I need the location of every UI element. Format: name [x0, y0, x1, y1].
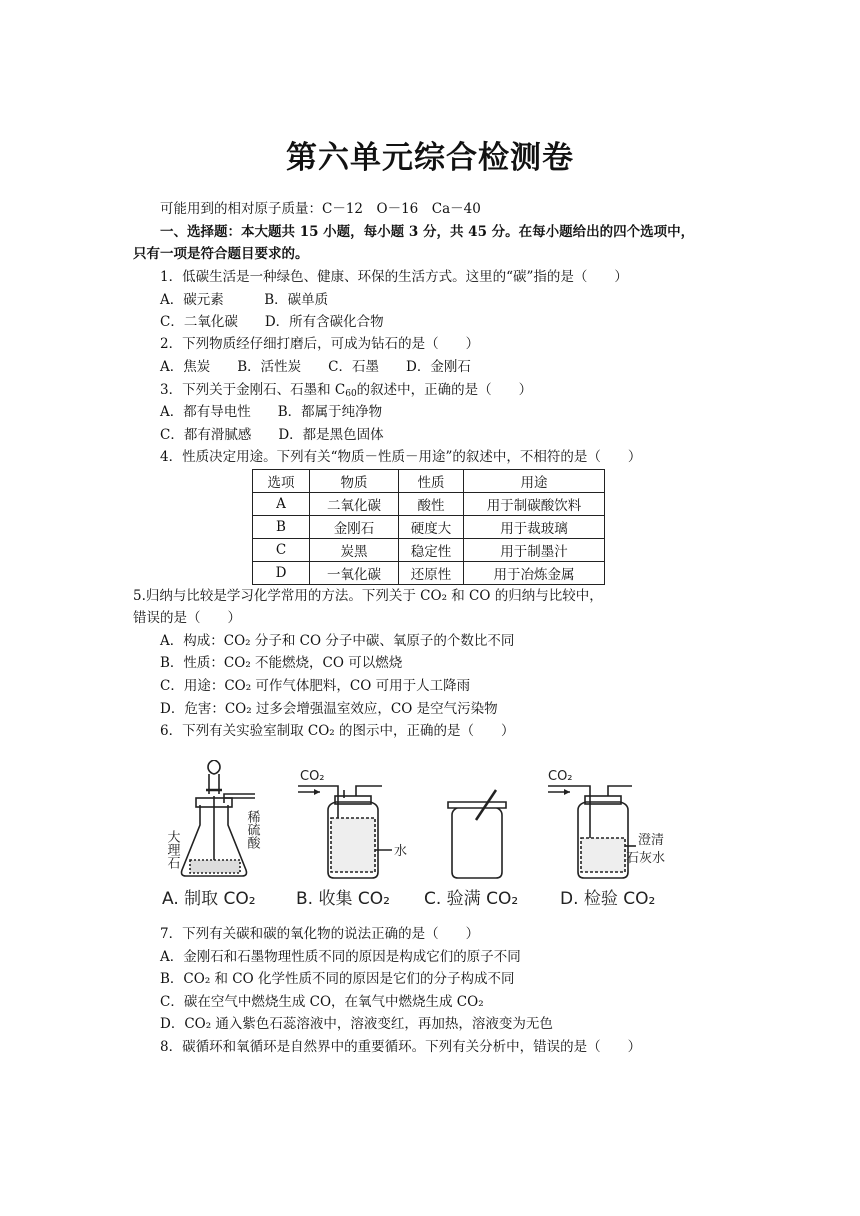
- question-1-options-ab: A．碳元素 B．碳单质: [160, 292, 329, 308]
- question-8-stem: 8．碳循环和氧循环是自然界中的重要循环。下列有关分析中，错误的是（ ）: [160, 1039, 642, 1055]
- question-3-options-cd: C．都有滑腻感 D．都是黑色固体: [160, 427, 384, 443]
- question-7-option-c: C．碳在空气中燃烧生成 CO，在氧气中燃烧生成 CO₂: [160, 994, 484, 1010]
- question-1-options-cd: C．二氧化碳 D．所有含碳化合物: [160, 314, 384, 330]
- question-7-option-d: D．CO₂ 通入紫色石蕊溶液中，溶液变红，再加热，溶液变为无色: [160, 1016, 553, 1032]
- table-cell: 炭黑: [310, 539, 399, 562]
- table-cell: C: [253, 539, 310, 562]
- table-cell: 一氧化碳: [310, 562, 399, 585]
- table-cell: 还原性: [399, 562, 464, 585]
- lab-apparatus-figure: [160, 760, 680, 915]
- limewater-label-2: 石灰水: [626, 851, 666, 866]
- table-header-cell: 物质: [310, 470, 399, 493]
- acid-label: 稀硫酸: [244, 810, 260, 849]
- table-cell: D: [253, 562, 310, 585]
- caption-a: A. 制取 CO₂: [162, 889, 256, 909]
- table-cell: 硬度大: [399, 516, 464, 539]
- question-7-stem: 7．下列有关碳和碳的氧化物的说法正确的是（ ）: [160, 926, 480, 942]
- question-1-stem: 1．低碳生活是一种绿色、健康、环保的生活方式。这里的“碳”指的是（ ）: [160, 269, 628, 285]
- co2-label-d: CO₂: [548, 769, 573, 784]
- question-3-stem-post: 的叙述中，正确的是（ ）: [356, 382, 533, 398]
- question-5-stem: 5.归纳与比较是学习化学常用的方法。下列关于 CO₂ 和 CO 的归纳与比较中，: [133, 588, 603, 604]
- question-3-options-ab: A．都有导电性 B．都属于纯净物: [160, 404, 383, 420]
- question-5-option-b: B．性质：CO₂ 不能燃烧，CO 可以燃烧: [160, 655, 403, 671]
- question-5-option-a: A．构成：CO₂ 分子和 CO 分子中碳、氧原子的个数比不同: [160, 633, 515, 649]
- gas-bottle-d: [548, 786, 636, 878]
- table-cell: 二氧化碳: [310, 493, 399, 516]
- table-row: [253, 493, 605, 516]
- question-2-stem: 2．下列物质经仔细打磨后，可成为钻石的是（ ）: [160, 336, 480, 352]
- marble-label: 大理石: [164, 830, 180, 869]
- question-6-stem: 6．下列有关实验室制取 CO₂ 的图示中，正确的是（ ）: [160, 723, 515, 739]
- question-5-option-c: C．用途：CO₂ 可作气体肥料，CO 可用于人工降雨: [160, 678, 471, 694]
- question-7-option-a: A．金刚石和石墨物理性质不同的原因是构成它们的原子不同: [160, 949, 521, 965]
- table-row: [253, 539, 605, 562]
- page-title: 第六单元综合检测卷: [286, 140, 574, 176]
- open-bottle-c: [448, 790, 506, 878]
- table-row: [253, 562, 605, 585]
- section-heading: 一、选择题：本大题共 15 小题，每小题 3 分，共 45 分。在每小题给出的四个选项中，: [160, 224, 695, 240]
- table-cell: A: [253, 493, 310, 516]
- arrow-head-icon: [564, 789, 570, 795]
- question-5-option-d: D．危害：CO₂ 过多会增强温室效应，CO 是空气污染物: [160, 701, 498, 717]
- table-cell: 金刚石: [310, 516, 399, 539]
- section-heading-cont: 只有一项是符合题目要求的。: [133, 246, 309, 262]
- table-cell: B: [253, 516, 310, 539]
- caption-d: D. 检验 CO₂: [560, 889, 656, 909]
- caption-b: B. 收集 CO₂: [296, 889, 390, 909]
- question-5-stem-cont: 错误的是（ ）: [133, 610, 241, 626]
- question-2-options: A．焦炭 B．活性炭 C．石墨 D．金刚石: [160, 359, 471, 375]
- water-label: 水: [394, 844, 408, 859]
- caption-c: C. 验满 CO₂: [424, 889, 519, 909]
- table-cell: 用于制墨汁: [464, 539, 605, 562]
- question-4-table: [252, 469, 605, 585]
- question-3-stem-pre: 3．下列关于金刚石、石墨和 C: [160, 382, 346, 398]
- table-cell: 用于制碳酸饮料: [464, 493, 605, 516]
- question-3-stem: [160, 381, 532, 403]
- gas-bottle-b: [298, 786, 392, 878]
- question-4-stem: 4．性质决定用途。下列有关“物质－性质－用途”的叙述中，不相符的是（ ）: [160, 449, 642, 465]
- table-cell: 酸性: [399, 493, 464, 516]
- table-header-cell: 用途: [464, 470, 605, 493]
- limewater-label-1: 澄清: [638, 833, 665, 848]
- table-cell: 用于冶炼金属: [464, 562, 605, 585]
- arrow-head-icon: [314, 789, 320, 795]
- co2-label-b: CO₂: [300, 769, 325, 784]
- atomic-mass-note: 可能用到的相对原子质量：C－12 O－16 Ca－40: [160, 201, 481, 217]
- table-header-cell: 选项: [253, 470, 310, 493]
- table-cell: 用于裁玻璃: [464, 516, 605, 539]
- table-row: [253, 516, 605, 539]
- table-header-cell: 性质: [399, 470, 464, 493]
- question-7-option-b: B．CO₂ 和 CO 化学性质不同的原因是它们的分子构成不同: [160, 971, 515, 987]
- table-cell: 稳定性: [399, 539, 464, 562]
- question-3-stem-sub: 60: [345, 389, 357, 399]
- table-header-row: [253, 470, 605, 493]
